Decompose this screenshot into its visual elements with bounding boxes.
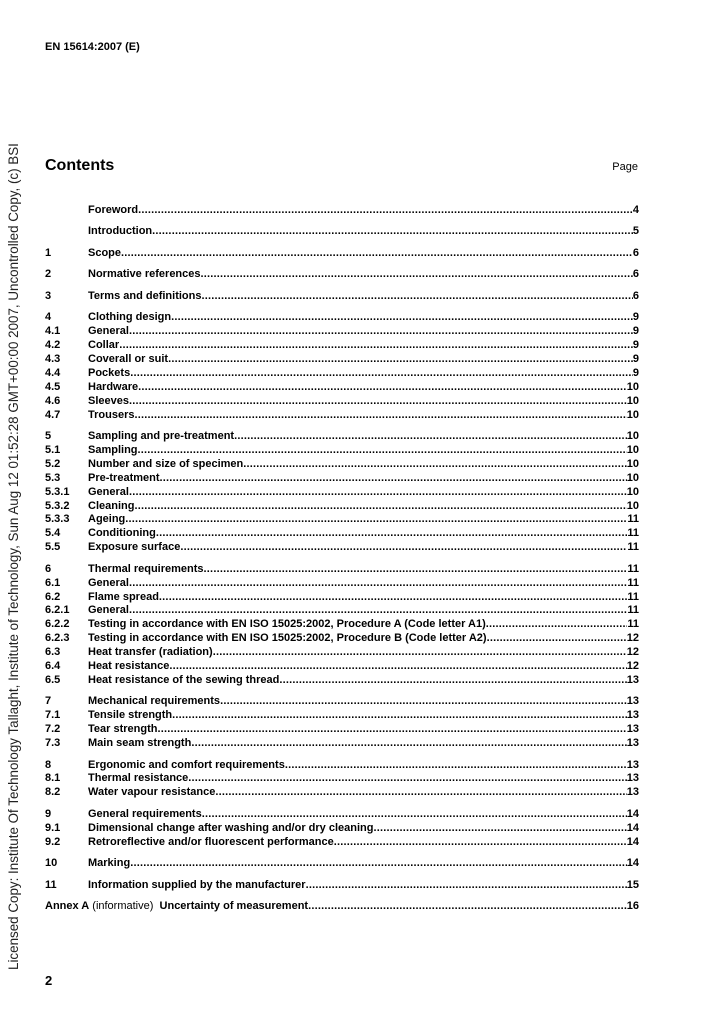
toc-entry-annex-a[interactable] bbox=[45, 900, 639, 914]
toc-page: 11 bbox=[627, 541, 639, 554]
toc-title: Sampling bbox=[88, 444, 138, 457]
toc-title: Cleaning bbox=[88, 499, 135, 512]
toc-entry-9-1[interactable] bbox=[45, 822, 639, 836]
toc-title: Testing in accordance with EN ISO 15025:2002, Procedure A (Code letter A1) bbox=[88, 618, 486, 631]
toc-title: Thermal requirements bbox=[88, 562, 204, 575]
leader-dots bbox=[191, 737, 626, 749]
leader-dots bbox=[215, 786, 626, 798]
leader-dots bbox=[121, 247, 633, 259]
toc-page: 9 bbox=[632, 353, 639, 366]
toc-number: 4.1 bbox=[45, 325, 61, 338]
license-watermark: Licensed Copy: Institute Of Technology Tallaght, Institute of Technology, Sun Aug 12 01:52:28 GMT+00:00 2007, Uncontrolled Copy, (c) BSI bbox=[6, 143, 21, 970]
annex-type: (informative) bbox=[92, 900, 154, 913]
toc-entry-5-3-2[interactable] bbox=[45, 500, 639, 514]
toc-entry-4-6[interactable] bbox=[45, 395, 639, 409]
toc-page: 10 bbox=[626, 444, 639, 457]
toc-title: Sleeves bbox=[88, 394, 129, 407]
toc-entry-7-1[interactable] bbox=[45, 709, 639, 723]
toc-page: 14 bbox=[626, 857, 639, 870]
toc-title: Heat resistance bbox=[88, 659, 170, 672]
toc-title: Dimensional change after washing and/or dry cleaning bbox=[88, 821, 374, 834]
toc-entry-4-2[interactable] bbox=[45, 339, 639, 353]
toc-page: 9 bbox=[632, 311, 639, 324]
leader-dots bbox=[243, 458, 626, 470]
toc-entry-1[interactable] bbox=[45, 247, 639, 261]
leader-dots bbox=[152, 225, 633, 237]
toc-page: 13 bbox=[626, 673, 639, 686]
toc-number: 7.1 bbox=[45, 709, 61, 722]
toc-entry-5-3[interactable] bbox=[45, 472, 639, 486]
toc-entry-6-5[interactable] bbox=[45, 674, 639, 688]
toc-title: Water vapour resistance bbox=[88, 786, 216, 799]
leader-dots bbox=[201, 290, 632, 302]
leader-dots bbox=[168, 353, 633, 365]
toc-page: 11 bbox=[627, 527, 639, 540]
toc-number: 8.2 bbox=[45, 786, 61, 799]
toc-title: Heat resistance of the sewing thread bbox=[88, 673, 280, 686]
toc-title: General bbox=[88, 604, 129, 617]
toc-number: 6.4 bbox=[45, 659, 61, 672]
leader-dots bbox=[129, 395, 627, 407]
leader-dots bbox=[373, 822, 626, 834]
toc-entry-6-4[interactable] bbox=[45, 660, 639, 674]
toc-page: 13 bbox=[626, 772, 639, 785]
toc-title: Exposure surface bbox=[88, 541, 181, 554]
toc-page: 13 bbox=[626, 786, 639, 799]
toc-entry-4-1[interactable] bbox=[45, 325, 639, 339]
toc-number: 5.5 bbox=[45, 541, 61, 554]
leader-dots bbox=[138, 444, 627, 456]
leader-dots bbox=[487, 632, 627, 644]
toc-number: 1 bbox=[45, 246, 52, 259]
toc-number: 4.6 bbox=[45, 394, 61, 407]
toc-title: Main seam strength bbox=[88, 737, 192, 750]
toc-number: 5 bbox=[45, 430, 52, 443]
leader-dots bbox=[180, 541, 627, 553]
toc-page: 12 bbox=[626, 632, 639, 645]
toc-entry-6-1[interactable] bbox=[45, 577, 639, 591]
annex-title: Uncertainty of measurement bbox=[159, 900, 309, 913]
leader-dots bbox=[129, 577, 627, 589]
page-column-label: Page bbox=[612, 161, 638, 173]
leader-dots bbox=[220, 695, 627, 707]
toc-number: 6.5 bbox=[45, 673, 61, 686]
toc-number: 9.2 bbox=[45, 835, 61, 848]
toc-number: 4.3 bbox=[45, 353, 61, 366]
toc-page: 14 bbox=[626, 835, 639, 848]
toc-number: 7 bbox=[45, 695, 52, 708]
toc-title: Sampling and pre-treatment bbox=[88, 430, 235, 443]
toc-title: Tensile strength bbox=[88, 709, 173, 722]
annex-label: Annex A bbox=[45, 900, 90, 913]
leader-dots bbox=[285, 759, 627, 771]
toc-entry-7-3[interactable] bbox=[45, 737, 639, 751]
toc-title: Ergonomic and comfort requirements bbox=[88, 758, 285, 771]
toc-page: 13 bbox=[626, 695, 639, 708]
leader-dots bbox=[334, 836, 627, 848]
toc-entry-5-4[interactable] bbox=[45, 527, 639, 541]
toc-entry-6-2[interactable] bbox=[45, 591, 639, 605]
toc-title: Marking bbox=[88, 857, 131, 870]
toc-page: 11 bbox=[627, 590, 639, 603]
toc-entry-8-1[interactable] bbox=[45, 772, 639, 786]
leader-dots bbox=[169, 660, 626, 672]
toc-page: 10 bbox=[626, 485, 639, 498]
toc-title: Clothing design bbox=[88, 311, 172, 324]
toc-page: 6 bbox=[632, 246, 639, 259]
toc-number: 2 bbox=[45, 268, 52, 281]
toc-entry-5[interactable] bbox=[45, 430, 639, 444]
toc-title: Coverall or suit bbox=[88, 353, 169, 366]
toc-page: 9 bbox=[632, 325, 639, 338]
toc-entry-5-3-3[interactable] bbox=[45, 513, 639, 527]
toc-page: 9 bbox=[632, 366, 639, 379]
toc-number: 9 bbox=[45, 807, 52, 820]
toc-title: Hardware bbox=[88, 380, 139, 393]
toc-number: 8 bbox=[45, 758, 52, 771]
toc-page: 12 bbox=[626, 646, 639, 659]
toc-title: Scope bbox=[88, 246, 122, 259]
toc-entry-9[interactable] bbox=[45, 808, 639, 822]
toc-number: 5.1 bbox=[45, 444, 61, 457]
leader-dots bbox=[308, 900, 627, 912]
leader-dots bbox=[134, 500, 626, 512]
toc-entry-4-4[interactable] bbox=[45, 367, 639, 381]
toc-page: 10 bbox=[626, 471, 639, 484]
document-id: EN 15614:2007 (E) bbox=[45, 41, 140, 53]
leader-dots bbox=[160, 472, 627, 484]
toc-page: 14 bbox=[626, 821, 639, 834]
toc-entry-6-2-1[interactable] bbox=[45, 604, 639, 618]
toc-page: 10 bbox=[626, 430, 639, 443]
toc-title: Tear strength bbox=[88, 723, 158, 736]
toc-title: Ageing bbox=[88, 513, 126, 526]
toc-page: 11 bbox=[627, 576, 639, 589]
toc-number: 8.1 bbox=[45, 772, 61, 785]
toc-entry-5-2[interactable] bbox=[45, 458, 639, 472]
toc-title: General bbox=[88, 325, 129, 338]
toc-page: 10 bbox=[626, 408, 639, 421]
leader-dots bbox=[129, 486, 627, 498]
toc-entry-6-2-3[interactable] bbox=[45, 632, 639, 646]
toc-number: 5.4 bbox=[45, 527, 61, 540]
toc-entry-5-1[interactable] bbox=[45, 444, 639, 458]
toc-entry-6-2-2[interactable] bbox=[45, 618, 639, 632]
leader-dots bbox=[213, 646, 627, 658]
leader-dots bbox=[171, 311, 633, 323]
leader-dots bbox=[188, 772, 626, 784]
toc-title: Pre-treatment bbox=[88, 471, 160, 484]
toc-number: 6.1 bbox=[45, 576, 61, 589]
toc-title: Heat transfer (radiation) bbox=[88, 646, 213, 659]
leader-dots bbox=[134, 409, 626, 421]
toc-page: 4 bbox=[632, 204, 639, 216]
toc-title: Flame spread bbox=[88, 590, 159, 603]
leader-dots bbox=[119, 339, 633, 351]
leader-dots bbox=[125, 513, 627, 525]
table-of-contents bbox=[45, 204, 639, 914]
toc-entry-7-2[interactable] bbox=[45, 723, 639, 737]
toc-page: 11 bbox=[627, 513, 639, 526]
toc-page: 10 bbox=[626, 499, 639, 512]
leader-dots bbox=[138, 204, 633, 216]
toc-number: 6.3 bbox=[45, 646, 61, 659]
toc-entry-9-2[interactable] bbox=[45, 836, 639, 850]
toc-entry-6[interactable] bbox=[45, 563, 639, 577]
toc-number: 5.3.2 bbox=[45, 499, 70, 512]
toc-entry-6-3[interactable] bbox=[45, 646, 639, 660]
toc-page: 13 bbox=[626, 758, 639, 771]
toc-page: 5 bbox=[632, 225, 639, 238]
toc-number: 5.2 bbox=[45, 457, 61, 470]
toc-number: 7.3 bbox=[45, 737, 61, 750]
leader-dots bbox=[202, 808, 627, 820]
toc-page: 6 bbox=[632, 268, 639, 281]
toc-page: 11 bbox=[627, 562, 639, 575]
toc-number: 5.3.3 bbox=[45, 513, 70, 526]
toc-title: Introduction bbox=[88, 225, 153, 238]
toc-entry-8[interactable] bbox=[45, 759, 639, 773]
toc-title: Conditioning bbox=[88, 527, 156, 540]
toc-title: Collar bbox=[88, 339, 120, 352]
page-number: 2 bbox=[45, 973, 53, 988]
leader-dots bbox=[129, 604, 627, 616]
leader-dots bbox=[138, 381, 627, 393]
toc-number: 6.2.3 bbox=[45, 632, 70, 645]
toc-entry-4-5[interactable] bbox=[45, 381, 639, 395]
toc-title: Information supplied by the manufacturer bbox=[88, 878, 306, 891]
leader-dots bbox=[204, 563, 628, 575]
toc-title: Mechanical requirements bbox=[88, 695, 221, 708]
leader-dots bbox=[156, 527, 628, 539]
toc-number: 4 bbox=[45, 311, 52, 324]
toc-entry-4-7[interactable] bbox=[45, 409, 639, 423]
toc-title: Terms and definitions bbox=[88, 289, 202, 302]
toc-number: 6 bbox=[45, 562, 52, 575]
leader-dots bbox=[129, 325, 633, 337]
toc-title: General bbox=[88, 576, 129, 589]
toc-title: Normative references bbox=[88, 268, 201, 281]
toc-page: 13 bbox=[626, 709, 639, 722]
toc-page: 12 bbox=[626, 659, 639, 672]
toc-entry-7[interactable] bbox=[45, 695, 639, 709]
toc-page: 10 bbox=[626, 394, 639, 407]
toc-title: Trousers bbox=[88, 408, 135, 421]
toc-number: 7.2 bbox=[45, 723, 61, 736]
toc-entry-8-2[interactable] bbox=[45, 786, 639, 800]
toc-number: 3 bbox=[45, 289, 52, 302]
leader-dots bbox=[486, 618, 628, 630]
toc-title: General bbox=[88, 485, 129, 498]
toc-entry-5-5[interactable] bbox=[45, 541, 639, 555]
toc-entry-10[interactable] bbox=[45, 857, 639, 871]
toc-page: 10 bbox=[626, 457, 639, 470]
toc-entry-introduction[interactable] bbox=[45, 225, 639, 239]
toc-entry-4[interactable] bbox=[45, 311, 639, 325]
toc-page: 11 bbox=[627, 618, 639, 631]
toc-entry-3[interactable] bbox=[45, 290, 639, 304]
leader-dots bbox=[306, 879, 627, 891]
leader-dots bbox=[234, 430, 627, 442]
toc-number: 4.5 bbox=[45, 380, 61, 393]
toc-number: 4.7 bbox=[45, 408, 61, 421]
toc-page: 6 bbox=[632, 289, 639, 302]
toc-page: 14 bbox=[626, 807, 639, 820]
leader-dots bbox=[130, 857, 627, 869]
toc-page: 13 bbox=[626, 723, 639, 736]
leader-dots bbox=[157, 723, 626, 735]
toc-number: 5.3.1 bbox=[45, 485, 70, 498]
toc-title: General requirements bbox=[88, 807, 202, 820]
toc-number: 11 bbox=[45, 878, 57, 891]
toc-title: Number and size of specimen bbox=[88, 457, 244, 470]
page-title: Contents bbox=[45, 157, 115, 174]
leader-dots bbox=[130, 367, 633, 379]
toc-page: 9 bbox=[632, 339, 639, 352]
toc-title: Thermal resistance bbox=[88, 772, 189, 785]
toc-title: Pockets bbox=[88, 366, 131, 379]
toc-page: 10 bbox=[626, 380, 639, 393]
toc-page: 13 bbox=[626, 737, 639, 750]
leader-dots bbox=[279, 674, 626, 686]
toc-title: Retroreflective and/or fluorescent performance bbox=[88, 835, 334, 848]
leader-dots bbox=[201, 268, 633, 280]
toc-number: 5.3 bbox=[45, 471, 61, 484]
toc-number: 4.2 bbox=[45, 339, 61, 352]
leader-dots bbox=[159, 591, 627, 603]
toc-number: 9.1 bbox=[45, 821, 61, 834]
toc-entry-4-3[interactable] bbox=[45, 353, 639, 367]
toc-page: 11 bbox=[627, 604, 639, 617]
toc-title: Foreword bbox=[88, 204, 139, 216]
toc-title: Testing in accordance with EN ISO 15025:2002, Procedure B (Code letter A2) bbox=[88, 632, 487, 645]
toc-number: 4.4 bbox=[45, 366, 61, 379]
toc-page: 15 bbox=[626, 878, 639, 891]
toc-entry-2[interactable] bbox=[45, 268, 639, 282]
toc-page: 16 bbox=[626, 900, 639, 913]
toc-number: 6.2.1 bbox=[45, 604, 70, 617]
toc-number: 10 bbox=[45, 857, 58, 870]
toc-entry-5-3-1[interactable] bbox=[45, 486, 639, 500]
toc-entry-11[interactable] bbox=[45, 879, 639, 893]
toc-number: 6.2.2 bbox=[45, 618, 70, 631]
leader-dots bbox=[172, 709, 627, 721]
toc-number: 6.2 bbox=[45, 590, 61, 603]
toc-entry-foreword[interactable] bbox=[45, 204, 639, 218]
